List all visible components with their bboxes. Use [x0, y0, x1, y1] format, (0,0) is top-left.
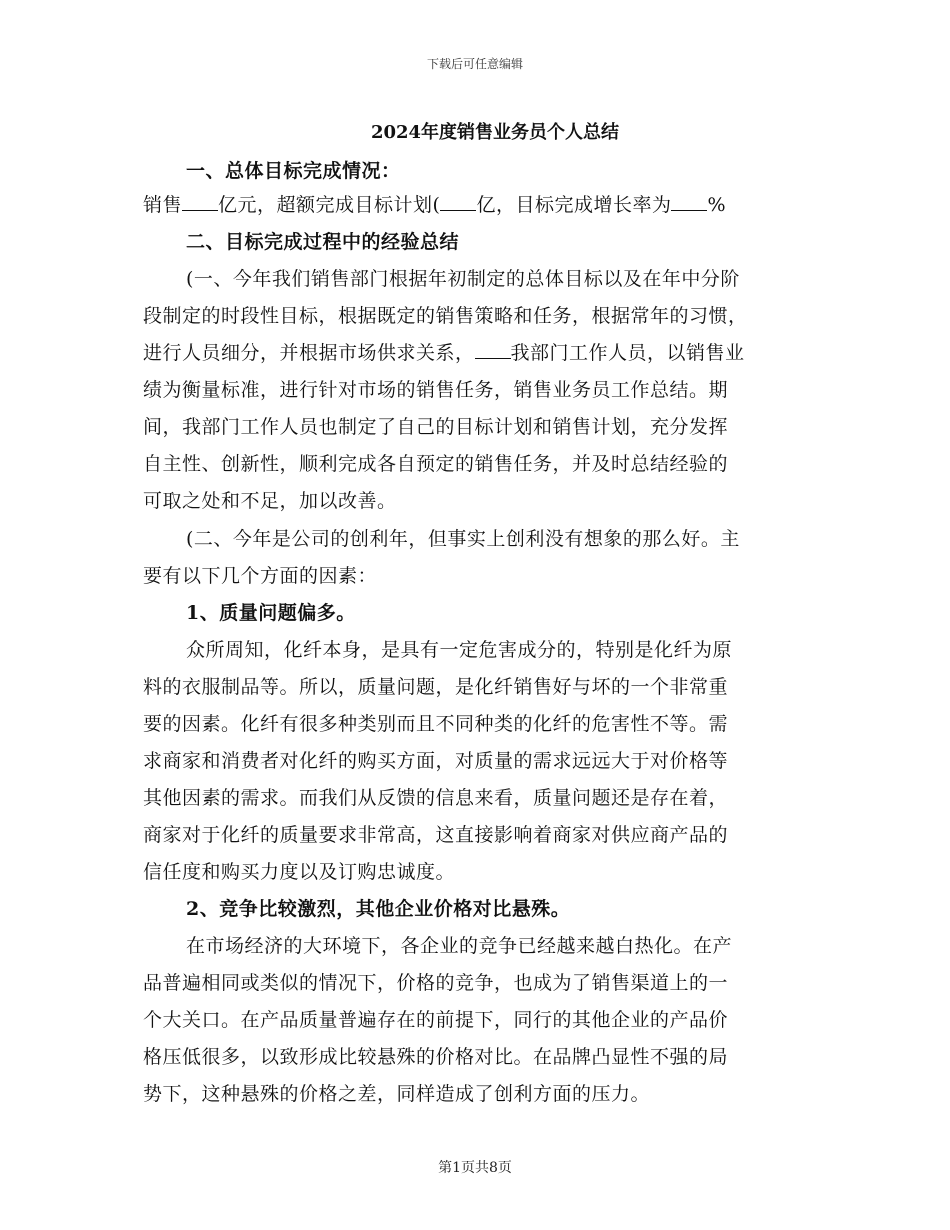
paragraph-fragment: 进行人员细分，并根据市场供求关系，: [143, 342, 475, 364]
blank-underline: [440, 194, 476, 211]
paragraph-fragment: 我部门工作人员，以销售业: [510, 342, 745, 364]
paragraph-line: 个大关口。在产品质量普遍存在的前提下，同行的其他企业的产品价: [143, 1009, 729, 1031]
page-footer: 第1页共8页: [438, 1160, 512, 1176]
paragraph-line: (二、今年是公司的创利年，但事实上创利没有想象的那么好。主: [186, 528, 740, 550]
page-header: 下载后可任意编辑: [426, 57, 523, 71]
paragraph-line: 间，我部门工作人员也制定了自己的目标计划和销售计划，充分发挥: [143, 416, 729, 438]
blank-underline: [475, 342, 511, 359]
document-title: 2024年度销售业务员个人总结: [370, 122, 620, 143]
summary-part-4: %: [707, 194, 727, 216]
summary-part-1: 销售: [143, 194, 183, 216]
heading-experience: 二、目标完成过程中的经验总结: [186, 231, 460, 253]
paragraph-line: 要有以下几个方面的因素：: [143, 565, 378, 587]
paragraph-line: 段制定的时段性目标，根据既定的销售策略和任务，根据常年的习惯，: [143, 305, 748, 327]
paragraph-line: (一、今年我们销售部门根据年初制定的总体目标以及在年中分阶: [186, 268, 740, 290]
paragraph-line: [143, 338, 813, 365]
paragraph-line: 众所周知，化纤本身，是具有一定危害成分的，特别是化纤为原: [186, 639, 733, 661]
paragraph-line: 可取之处和不足，加以改善。: [143, 490, 397, 512]
blank-underline: [182, 194, 218, 211]
paragraph-line: 要的因素。化纤有很多种类别而且不同种类的化纤的危害性不等。需: [143, 713, 729, 735]
blank-underline: [671, 194, 707, 211]
heading-competition: 2、竞争比较激烈，其他企业价格对比悬殊。: [186, 898, 571, 920]
paragraph-line: 在市场经济的大环境下，各企业的竞争已经越来越白热化。在产: [186, 935, 733, 957]
paragraph-line: 格压低很多，以致形成比较悬殊的价格对比。在品牌凸显性不强的局: [143, 1046, 729, 1068]
summary-line: [143, 190, 813, 217]
heading-overall-goals: 一、总体目标完成情况：: [186, 160, 401, 182]
paragraph-line: 自主性、创新性，顺利完成各自预定的销售任务，并及时总结经验的: [143, 453, 729, 475]
paragraph-line: 求商家和消费者对化纤的购买方面，对质量的需求远远大于对价格等: [143, 750, 729, 772]
paragraph-line: 料的衣服制品等。所以，质量问题，是化纤销售好与坏的一个非常重: [143, 676, 729, 698]
summary-part-3: 亿，目标完成增长率为: [476, 194, 672, 216]
summary-part-2: 亿元，超额完成目标计划(: [218, 194, 441, 216]
paragraph-line: 品普遍相同或类似的情况下，价格的竞争，也成为了销售渠道上的一: [143, 972, 729, 994]
paragraph-line: 绩为衡量标准，进行针对市场的销售任务，销售业务员工作总结。期: [143, 379, 729, 401]
paragraph-line: 势下，这种悬殊的价格之差，同样造成了创利方面的压力。: [143, 1083, 651, 1105]
paragraph-line: 信任度和购买力度以及订购忠诚度。: [143, 861, 456, 883]
heading-quality-issues: 1、质量问题偏多。: [186, 602, 356, 624]
paragraph-line: 商家对于化纤的质量要求非常高，这直接影响着商家对供应商产品的: [143, 824, 729, 846]
paragraph-line: 其他因素的需求。而我们从反馈的信息来看，质量问题还是存在着，: [143, 787, 729, 809]
